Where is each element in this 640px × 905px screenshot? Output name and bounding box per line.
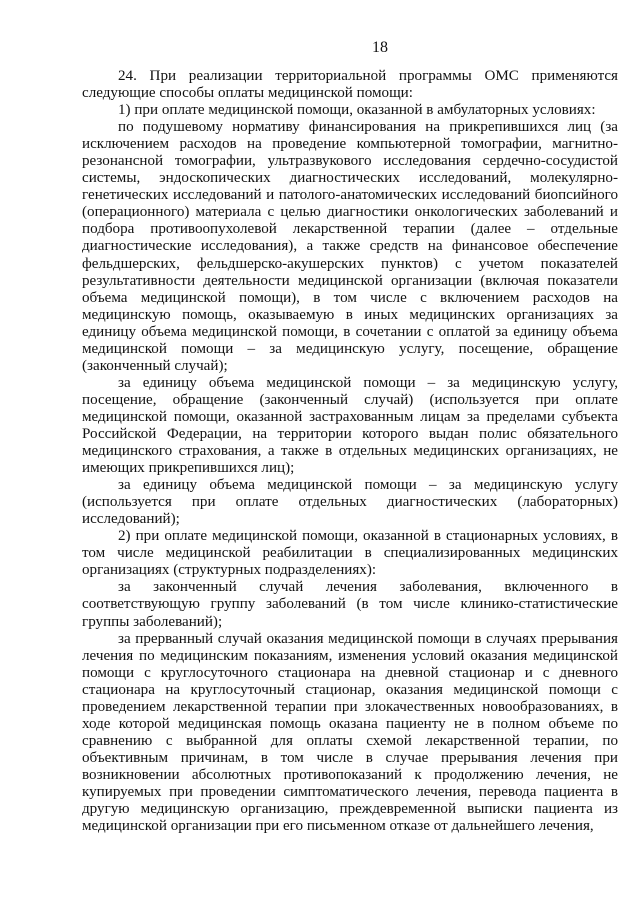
paragraph-24-intro: 24. При реализации территориальной программы ОМС применяются следующие способы оплаты медицинской помощи:	[82, 68, 618, 102]
paragraph-inpatient-heading: 2) при оплате медицинской помощи, оказанной в стационарных условиях, в том числе медицинской реабилитации в специализированных медицинских организациях (структурных подразделениях):	[82, 528, 618, 579]
paragraph-completed-case: за законченный случай лечения заболевания, включенного в соответствующую группу заболеваний (в том числе клинико-статистические группы заболеваний);	[82, 579, 618, 630]
paragraph-interrupted-case: за прерванный случай оказания медицинской помощи в случаях прерывания лечения по медицинским показаниям, изменения условий оказания медицинской помощи с круглосуточного стационара на дневной стационар и с дневного стационара на круглосуточный стационар, оказания медицинской помощи с проведением лекарственной терапии при злокачественных новообразованиях, в ходе которой медицинская помощь оказана пациенту не в полном объеме по сравнению с выбранной для оплаты схемой лекарственной терапии, по объективным причинам, в том числе в случае прерывания лечения при возникновении абсолютных противопоказаний к продолжению лечения, не купируемых при проведении симптоматического лечения, перевода пациента в другую медицинскую организацию, преждевременной выписки пациента из медицинской организации при его письменном отказе от дальнейшего лечения,	[82, 630, 618, 835]
paragraph-per-capita: по подушевому нормативу финансирования на прикрепившихся лиц (за исключением расходов на проведение компьютерной томографии, магнитно-резонансной томографии, ультразвукового исследования сердечно-сосудистой системы, эндоскопических диагностических исследований, молекулярно-генетических исследований и патолого-анатомических исследований биопсийного (операционного) материала с целью диагностики онкологических заболеваний и подбора противоопухолевой лекарственной терапии (далее – отдельные диагностические исследования), а также средств на финансовое обеспечение фельдшерских, фельдшерско-акушерских пунктов) с учетом показателей результативности деятельности медицинской организации (включая показатели объема медицинской помощи), в том числе с включением расходов на медицинскую помощь, оказываемую в иных медицинских организациях за единицу объема медицинской помощи, в сочетании с оплатой за единицу объема медицинской помощи – за медицинскую услугу, посещение, обращение (законченный случай);	[82, 119, 618, 374]
paragraph-ambulatory-heading: 1) при оплате медицинской помощи, оказанной в амбулаторных условиях:	[118, 102, 596, 119]
paragraph-per-unit-out-of-region: за единицу объема медицинской помощи – за медицинскую услугу, посещение, обращение (законченный случай) (используется при оплате медицинской помощи, оказанной застрахованным лицам за пределами субъекта Российской Федерации, на территории которого выдан полис обязательного медицинского страхования, а также в отдельных медицинских организациях, не имеющих прикрепившихся лиц);	[82, 374, 618, 477]
paragraph-per-unit-diagnostics: за единицу объема медицинской помощи – за медицинскую услугу (используется при оплате отдельных диагностических (лабораторных) исследований);	[82, 477, 618, 528]
page-number: 18	[372, 39, 388, 56]
